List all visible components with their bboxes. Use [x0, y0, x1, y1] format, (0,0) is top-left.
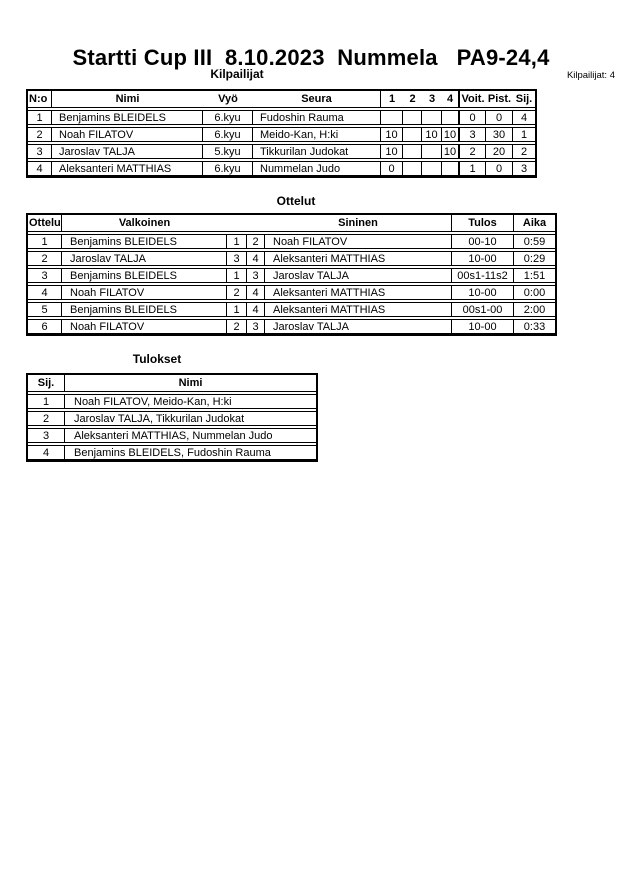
competitor-name: Benjamins BLEIDELS: [52, 111, 203, 124]
result-place: 2: [28, 412, 65, 425]
col-header-points: Pist.: [487, 93, 512, 105]
results-table-header: [28, 375, 316, 392]
match-result: 10-00: [452, 252, 514, 265]
score-cell-3: [422, 145, 442, 158]
blue-number: 4: [247, 303, 265, 316]
competitor-wins: 0: [460, 111, 486, 124]
competitor-row: [28, 110, 535, 125]
matches-table: [26, 213, 557, 336]
score-cell-1: 10: [381, 145, 403, 158]
competitor-wins: 2: [460, 145, 486, 158]
col-header-r4: 4: [442, 91, 460, 107]
match-row: [28, 268, 555, 283]
result-name: Noah FILATOV, Meido-Kan, H:ki: [74, 395, 232, 408]
col-header-time: Aika: [522, 217, 547, 229]
col-header-r2: 2: [409, 93, 416, 105]
header-spacer: [227, 215, 247, 231]
competitor-belt: 6.kyu: [203, 111, 253, 124]
matches-table-header: [28, 215, 555, 232]
competitor-no: 3: [28, 145, 52, 158]
match-row: [28, 251, 555, 266]
white-number: 3: [227, 252, 247, 265]
competitor-row: [28, 161, 535, 176]
competitor-place: 1: [520, 128, 528, 141]
col-header-wins: Voit.: [461, 93, 485, 105]
match-no: 6: [28, 320, 62, 333]
section-heading-results: Tulokset: [132, 352, 182, 366]
white-number: 1: [227, 303, 247, 316]
result-row: [28, 428, 316, 443]
white-name: Benjamins BLEIDELS: [62, 303, 227, 316]
score-cell-1: 10: [381, 128, 403, 141]
page-title: Startti Cup III 8.10.2023 Nummela PA9-24,4: [72, 45, 550, 70]
score-cell-4: 10: [442, 128, 460, 141]
match-no: 3: [28, 269, 62, 282]
score-cell-2: [403, 145, 422, 158]
result-name: Aleksanteri MATTHIAS, Nummelan Judo: [74, 429, 273, 442]
result-place: 1: [28, 395, 65, 408]
white-number: 2: [227, 320, 247, 333]
match-result: 00s1-00: [452, 303, 514, 316]
col-header-name: Nimi: [115, 93, 140, 105]
blue-name: Aleksanteri MATTHIAS: [265, 252, 452, 265]
white-number: 2: [227, 286, 247, 299]
match-time: 0:29: [523, 252, 546, 265]
competitor-club: Tikkurilan Judokat: [253, 145, 381, 158]
match-time: 0:59: [523, 235, 546, 248]
match-row: [28, 285, 555, 300]
match-time: 2:00: [523, 303, 546, 316]
competitor-belt: 6.kyu: [203, 128, 253, 141]
match-time: 1:51: [523, 269, 546, 282]
white-name: Benjamins BLEIDELS: [62, 235, 227, 248]
competitor-points: 20: [486, 145, 513, 158]
score-cell-4: [442, 162, 460, 175]
col-header-match: Ottelu: [29, 217, 61, 229]
competitor-belt: 5.kyu: [203, 145, 253, 158]
blue-name: Noah FILATOV: [265, 235, 452, 248]
col-header-r3: 3: [428, 93, 436, 105]
competitors-table: [26, 89, 537, 178]
blue-name: Jaroslav TALJA: [265, 269, 452, 282]
score-cell-2: [403, 128, 422, 141]
result-row: [28, 411, 316, 426]
section-heading-competitors: Kilpailijat: [210, 67, 264, 81]
competitors-table-header: [28, 91, 535, 108]
match-result: 00-10: [452, 235, 514, 248]
result-row: [28, 445, 316, 460]
col-header-white: Valkoinen: [118, 217, 171, 229]
section-heading-matches: Ottelut: [276, 194, 316, 208]
result-name: Benjamins BLEIDELS, Fudoshin Rauma: [74, 446, 271, 459]
result-name: Jaroslav TALJA, Tikkurilan Judokat: [74, 412, 245, 425]
col-header-club: Seura: [253, 91, 381, 107]
blue-number: 3: [247, 269, 265, 282]
competitor-place: 2: [520, 145, 528, 158]
competitor-points: 0: [486, 162, 513, 175]
white-name: Benjamins BLEIDELS: [62, 269, 227, 282]
match-no: 5: [28, 303, 62, 316]
match-result: 10-00: [452, 286, 514, 299]
match-result: 10-00: [452, 320, 514, 333]
score-cell-3: 10: [422, 128, 442, 141]
match-no: 2: [28, 252, 62, 265]
col-header-no: N:o: [28, 91, 52, 107]
header-spacer: [247, 215, 265, 231]
result-place: 4: [28, 446, 65, 459]
competitor-no: 2: [28, 128, 52, 141]
competitor-club: Nummelan Judo: [253, 162, 381, 175]
competitor-row: [28, 127, 535, 142]
match-result: 00s1-11s2: [452, 269, 514, 282]
score-cell-1: 0: [381, 162, 403, 175]
score-cell-1: [381, 111, 403, 124]
competitor-points: 30: [486, 128, 513, 141]
score-cell-3: [422, 111, 442, 124]
score-cell-3: [422, 162, 442, 175]
col-header-place: Sij.: [515, 93, 533, 105]
blue-number: 3: [247, 320, 265, 333]
blue-number: 4: [247, 252, 265, 265]
col-header-r1: 1: [388, 93, 396, 105]
col-header-blue: Sininen: [265, 215, 452, 231]
competitor-wins: 1: [460, 162, 486, 175]
competitors-count-label: Kilpailijat: 4: [566, 70, 615, 81]
match-no: 4: [28, 286, 62, 299]
white-number: 1: [227, 235, 247, 248]
col-header-result: Tulos: [452, 215, 514, 231]
competitor-wins: 3: [460, 128, 486, 141]
match-row: [28, 319, 555, 334]
competitor-place: 3: [520, 162, 528, 175]
white-name: Jaroslav TALJA: [62, 252, 227, 265]
white-name: Noah FILATOV: [62, 286, 227, 299]
competitor-no: 1: [28, 111, 52, 124]
match-time: 0:00: [523, 286, 546, 299]
match-no: 1: [28, 235, 62, 248]
competitor-club: Meido-Kan, H:ki: [253, 128, 381, 141]
blue-name: Jaroslav TALJA: [265, 320, 452, 333]
col-header-belt: Vyö: [218, 93, 238, 105]
competitor-row: [28, 144, 535, 159]
score-cell-2: [403, 111, 422, 124]
competitor-name: Jaroslav TALJA: [52, 145, 203, 158]
col-header-name: Nimi: [178, 377, 203, 389]
match-time: 0:33: [523, 320, 546, 333]
competitor-name: Noah FILATOV: [52, 128, 203, 141]
match-row: [28, 234, 555, 249]
blue-number: 4: [247, 286, 265, 299]
blue-number: 2: [247, 235, 265, 248]
result-row: [28, 394, 316, 409]
competitor-club: Fudoshin Rauma: [253, 111, 381, 124]
white-number: 1: [227, 269, 247, 282]
score-cell-2: [403, 162, 422, 175]
score-cell-4: 10: [442, 145, 460, 158]
score-cell-4: [442, 111, 460, 124]
competitor-name: Aleksanteri MATTHIAS: [52, 162, 203, 175]
white-name: Noah FILATOV: [62, 320, 227, 333]
result-place: 3: [28, 429, 65, 442]
competitor-points: 0: [486, 111, 513, 124]
competitor-place: 4: [520, 111, 528, 124]
blue-name: Aleksanteri MATTHIAS: [265, 286, 452, 299]
competitor-belt: 6.kyu: [203, 162, 253, 175]
col-header-place: Sij.: [28, 375, 65, 391]
match-row: [28, 302, 555, 317]
results-table: [26, 373, 318, 462]
competitor-no: 4: [28, 162, 52, 175]
blue-name: Aleksanteri MATTHIAS: [265, 303, 452, 316]
